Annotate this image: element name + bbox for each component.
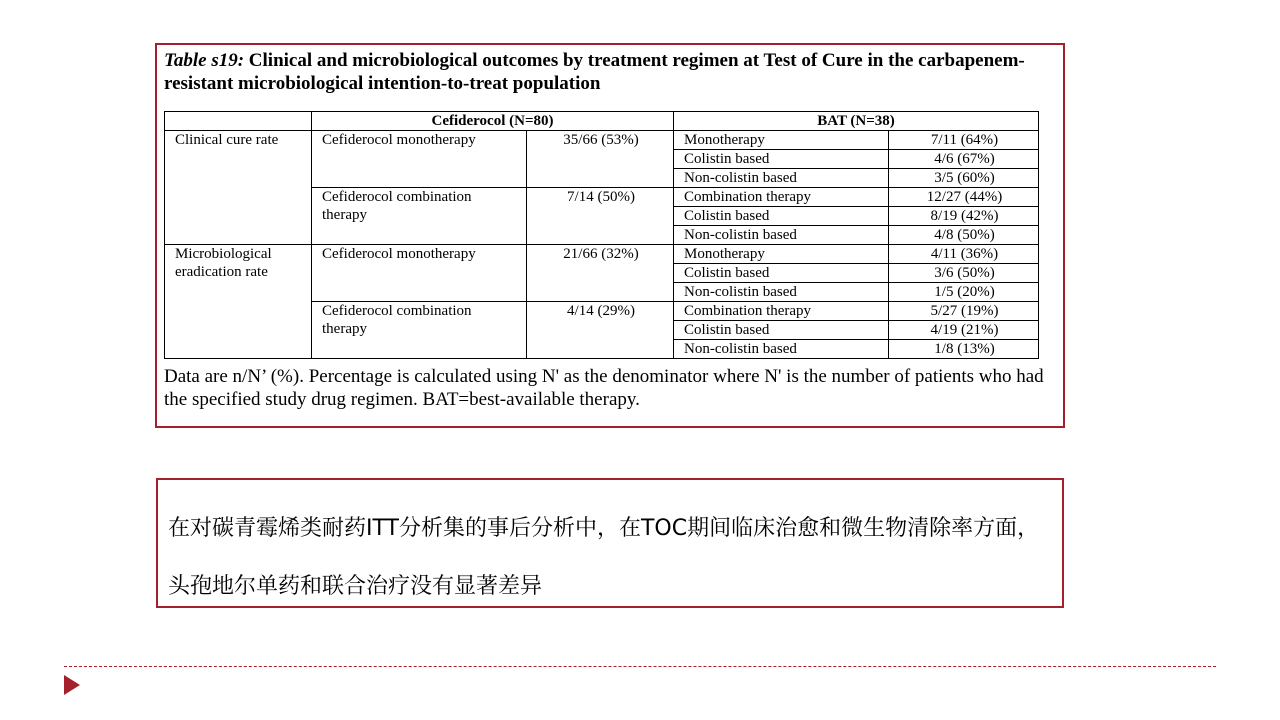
table-caption xyxy=(164,49,1044,95)
bat-value-cell: 1/8 (13%) xyxy=(889,340,1039,359)
summary-box xyxy=(156,478,1064,608)
value-cell: 7/14 (50%) xyxy=(527,188,674,245)
empty-header xyxy=(165,112,312,131)
bat-value-cell: 1/5 (20%) xyxy=(889,283,1039,302)
bat-regimen-cell: Non-colistin based xyxy=(674,226,889,245)
bat-regimen-cell: Colistin based xyxy=(674,321,889,340)
bat-regimen-cell: Colistin based xyxy=(674,150,889,169)
table-row xyxy=(165,131,1039,150)
footer-divider xyxy=(64,666,1216,667)
regimen-cell: Cefiderocol monotherapy xyxy=(312,131,527,188)
table-row xyxy=(165,245,1039,264)
bat-regimen-cell: Combination therapy xyxy=(674,302,889,321)
bat-header: BAT (N=38) xyxy=(674,112,1039,131)
bat-value-cell: 7/11 (64%) xyxy=(889,131,1039,150)
regimen-cell: Cefiderocol monotherapy xyxy=(312,245,527,302)
bat-value-cell: 8/19 (42%) xyxy=(889,207,1039,226)
bat-regimen-cell: Colistin based xyxy=(674,264,889,283)
bat-regimen-cell: Colistin based xyxy=(674,207,889,226)
outcomes-table xyxy=(164,111,1039,359)
bat-value-cell: 4/11 (36%) xyxy=(889,245,1039,264)
play-arrow-icon xyxy=(64,675,80,695)
outcome-label-clinical: Clinical cure rate xyxy=(165,131,312,245)
bat-regimen-cell: Non-colistin based xyxy=(674,340,889,359)
caption-text: Clinical and microbiological outcomes by treatment regimen at Test of Cure in the carbapenem-resistant microbiological intention-to-treat population xyxy=(164,50,1025,94)
bat-regimen-cell: Combination therapy xyxy=(674,188,889,207)
bat-value-cell: 4/19 (21%) xyxy=(889,321,1039,340)
value-cell: 21/66 (32%) xyxy=(527,245,674,302)
bat-value-cell: 4/8 (50%) xyxy=(889,226,1039,245)
outcome-label-micro: Microbiological eradication rate xyxy=(165,245,312,359)
bat-regimen-cell: Monotherapy xyxy=(674,245,889,264)
bat-value-cell: 12/27 (44%) xyxy=(889,188,1039,207)
value-cell: 35/66 (53%) xyxy=(527,131,674,188)
table-frame xyxy=(155,43,1065,428)
value-cell: 4/14 (29%) xyxy=(527,302,674,359)
bat-value-cell: 5/27 (19%) xyxy=(889,302,1039,321)
bat-value-cell: 4/6 (67%) xyxy=(889,150,1039,169)
summary-text: 在对碳青霉烯类耐药ITT分析集的事后分析中，在TOC期间临床治愈和微生物清除率方面，头孢地尔单药和联合治疗没有显著差异 xyxy=(168,516,1040,599)
bat-regimen-cell: Non-colistin based xyxy=(674,283,889,302)
table-header-row xyxy=(165,112,1039,131)
cefiderocol-header: Cefiderocol (N=80) xyxy=(312,112,674,131)
bat-value-cell: 3/5 (60%) xyxy=(889,169,1039,188)
bat-regimen-cell: Monotherapy xyxy=(674,131,889,150)
caption-label: Table s19: xyxy=(164,50,245,71)
bat-regimen-cell: Non-colistin based xyxy=(674,169,889,188)
bat-value-cell: 3/6 (50%) xyxy=(889,264,1039,283)
regimen-cell: Cefiderocol combination therapy xyxy=(312,188,527,245)
regimen-cell: Cefiderocol combination therapy xyxy=(312,302,527,359)
table-footnote: Data are n/N’ (%). Percentage is calculated using N' as the denominator where N' is the number of patients who had the specified study drug regimen. BAT=best-available therapy. xyxy=(164,366,1044,410)
